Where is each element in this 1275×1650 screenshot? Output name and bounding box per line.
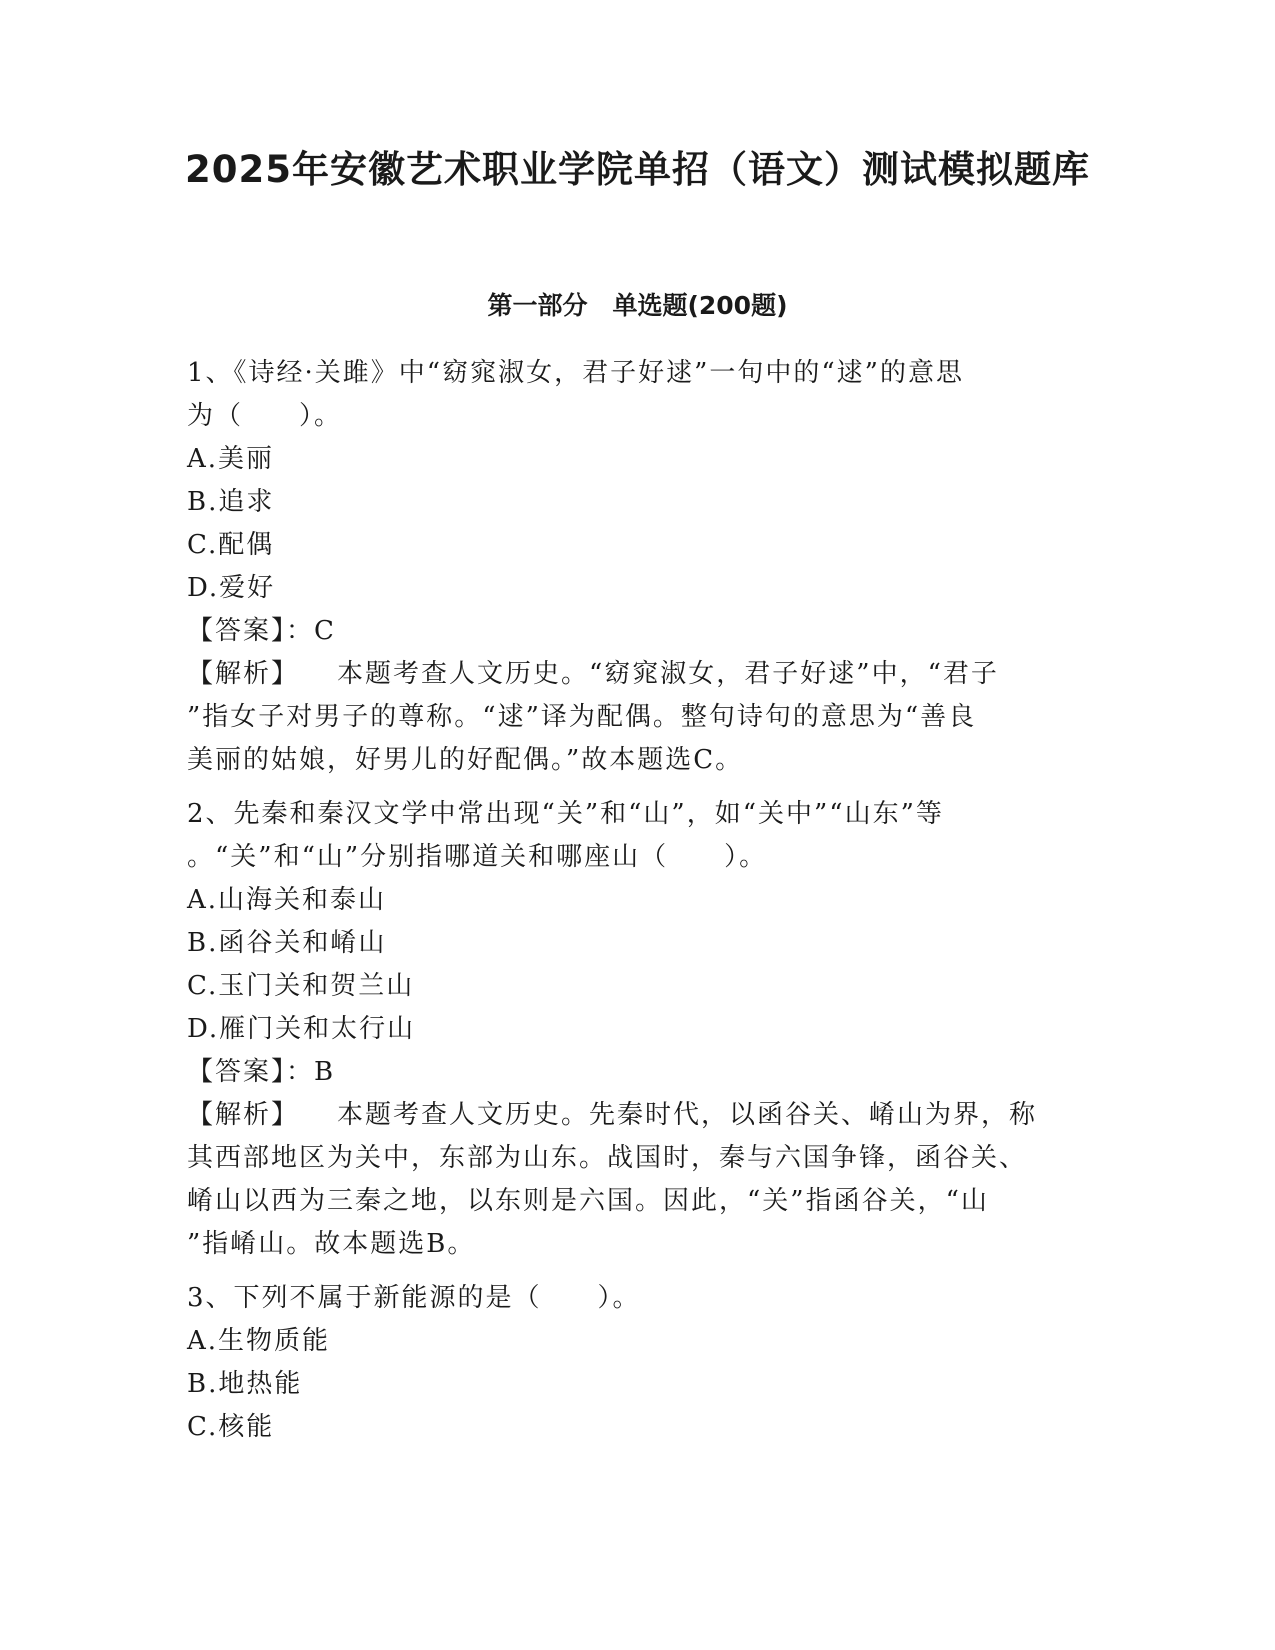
question-3 [187,1277,1077,1449]
answer-label: 【答案】： [187,1057,315,1087]
question-stem-line: 1、《诗经·关雎》中“窈窕淑女，君子好逑”一句中的“逑”的意思 [187,358,964,388]
option-c: C.配偶 [187,530,275,560]
answer-label: 【答案】： [187,616,315,646]
question-stem-line: 。“关”和“山”分别指哪道关和哪座山（ ）。 [187,842,768,872]
explanation-line: 其西部地区为关中，东部为山东。战国时，秦与六国争锋，函谷关、 [187,1143,1028,1173]
answer-value: B [314,1057,336,1087]
explanation-line: ”指崤山。故本题选B。 [187,1229,476,1259]
option-b: B.追求 [187,487,275,517]
question-stem-line: 3、下列不属于新能源的是（ ）。 [187,1283,641,1313]
explanation-line [187,653,1077,696]
explanation-line [187,1094,1077,1137]
question-stem-line: 2、先秦和秦汉文学中常出现“关”和“山”，如“关中”“山东”等 [187,799,944,829]
option-d: D.爱好 [187,573,276,603]
explanation-label: 【解析】 [187,1100,300,1130]
section-heading: 第一部分 单选题(200题) [487,291,788,320]
explanation-line: ”指女子对男子的尊称。“逑”译为配偶。整句诗句的意思为“善良 [187,702,977,732]
question-list [187,352,1077,1460]
option-d: D.雁门关和太行山 [187,1014,416,1044]
question-stem-line: 为（ ）。 [187,401,343,431]
answer-value: C [314,616,336,646]
explanation-text: 本题考查人文历史。“窈窕淑女，君子好逑”中，“君子 [337,659,999,689]
explanation-line: 崤山以西为三秦之地，以东则是六国。因此，“关”指函谷关，“山 [187,1186,989,1216]
explanation-label: 【解析】 [187,659,300,689]
explanation-line: 美丽的姑娘，好男儿的好配偶。”故本题选C。 [187,745,744,775]
option-b: B.函谷关和崤山 [187,928,387,958]
explanation-text: 本题考查人文历史。先秦时代，以函谷关、崤山为界，称 [337,1100,1038,1130]
question-1 [187,352,1077,782]
option-c: C.核能 [187,1412,275,1442]
question-2 [187,793,1077,1266]
option-a: A.生物质能 [187,1326,331,1356]
document-title: 2025年安徽艺术职业学院单招（语文）测试模拟题库 [185,148,1090,191]
option-c: C.玉门关和贺兰山 [187,971,415,1001]
option-a: A.美丽 [187,444,275,474]
answer-row [187,1051,1077,1094]
answer-row [187,610,1077,653]
option-a: A.山海关和泰山 [187,885,387,915]
option-b: B.地热能 [187,1369,303,1399]
